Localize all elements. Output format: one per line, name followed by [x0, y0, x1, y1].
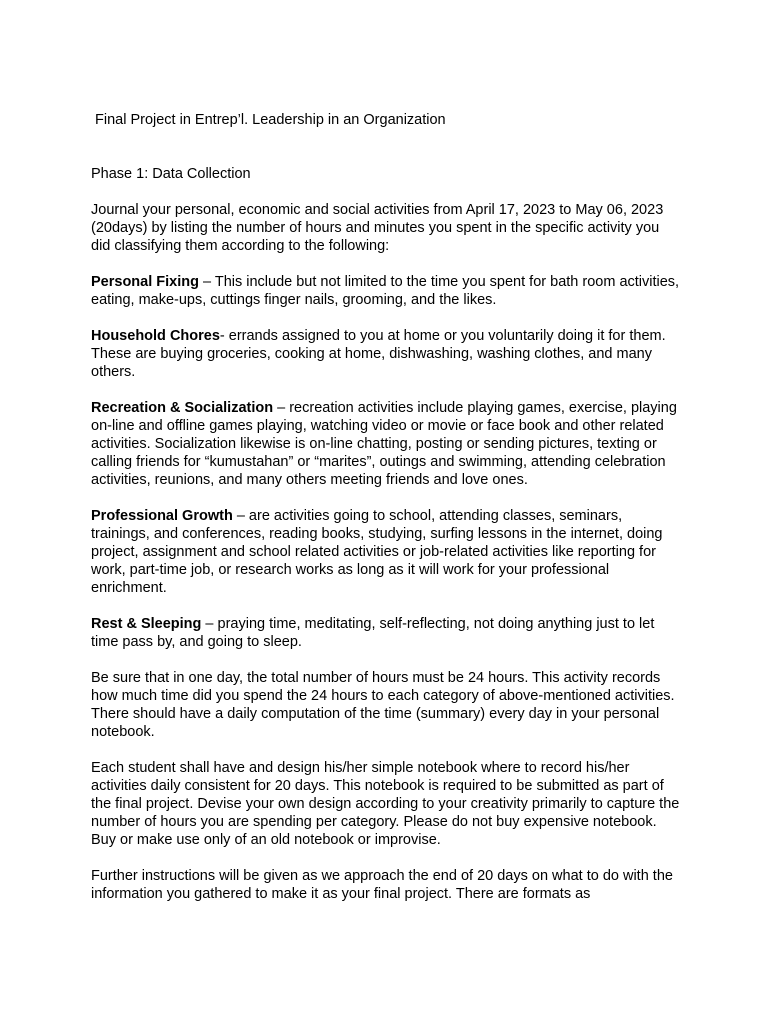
intro-paragraph: Journal your personal, economic and social activities from April 17, 2023 to May 06, 2023 (20days) by listing the number of hours and minutes you spent in the specific activity you did classifying them according to the following:	[91, 202, 664, 254]
document-page	[91, 111, 681, 903]
category-rest-sleeping	[91, 615, 681, 651]
category-term: Personal Fixing	[91, 274, 199, 290]
category-term: Rest & Sleeping	[91, 616, 202, 632]
category-household-chores	[91, 327, 681, 381]
category-term: Household Chores	[91, 328, 220, 344]
document-title: Final Project in Entrep’l. Leadership in an Organization	[95, 112, 446, 128]
category-personal-fixing	[91, 273, 681, 309]
category-term: Professional Growth	[91, 508, 233, 524]
phase-heading: Phase 1: Data Collection	[91, 166, 251, 182]
category-description: – recreation activities include playing games, exercise, playing on-line and offline games playing, watching video or movie or face book and other related activities. Socialization likewise is on-line chatting, posting or sending pictures, texting or calling friends for “kumustahan” or “marites”, outings and swimming, attending celebration activities, reunions, and many others meeting friends and love ones.	[91, 400, 677, 488]
category-description: - errands assigned to you at home or you voluntarily doing it for them. These are buying groceries, cooking at home, dishwashing, washing clothes, and many others.	[91, 328, 666, 380]
category-recreation-socialization	[91, 399, 681, 489]
body-paragraph-daily-total: Be sure that in one day, the total number of hours must be 24 hours. This activity records how much time did you spend the 24 hours to each category of above-mentioned activities. There should have a daily computation of the time (summary) every day in your personal notebook.	[91, 670, 675, 740]
category-description: – are activities going to school, attending classes, seminars, trainings, and conferences, reading books, studying, surfing lessons in the internet, doing project, assignment and school related activities or job-related activities like reporting for work, part-time job, or research works as long as it will work for your professional enrichment.	[91, 508, 663, 596]
category-description: – This include but not limited to the time you spent for bath room activities, eating, make-ups, cuttings finger nails, grooming, and the likes.	[91, 274, 680, 308]
body-paragraph-further-instructions: Further instructions will be given as we approach the end of 20 days on what to do with the information you gathered to make it as your final project. There are formats as	[91, 868, 673, 902]
body-paragraph-notebook: Each student shall have and design his/her simple notebook where to record his/her activities daily consistent for 20 days. This notebook is required to be submitted as part of the final project. Devise your own design according to your creativity primarily to capture the number of hours you are spending per category. Please do not buy expensive notebook. Buy or make use only of an old notebook or improvise.	[91, 760, 680, 848]
category-description: – praying time, meditating, self-reflecting, not doing anything just to let time pass by, and going to sleep.	[91, 616, 655, 650]
category-term: Recreation & Socialization	[91, 400, 274, 416]
category-professional-growth	[91, 507, 681, 597]
